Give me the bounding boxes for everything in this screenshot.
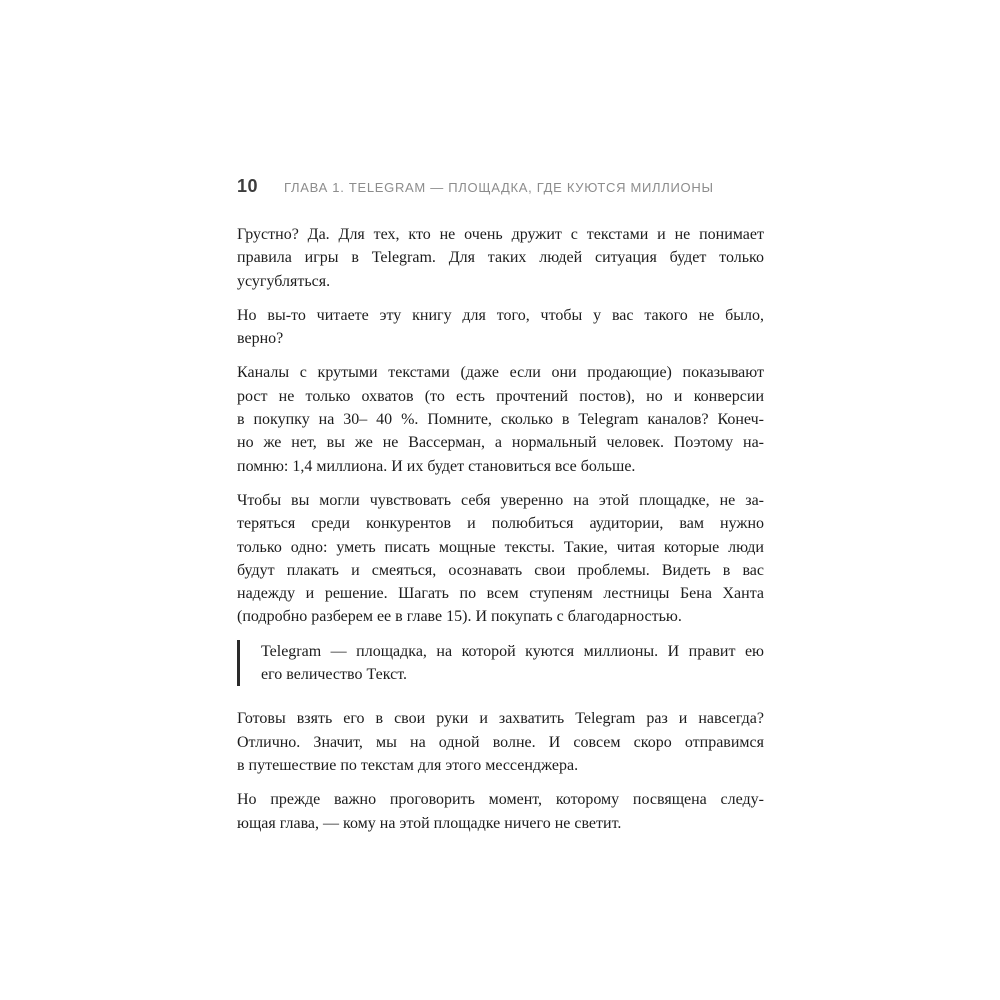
text-line: Telegram — площадка, на которой куются миллионы. И правит ею <box>261 642 764 660</box>
text-line: усугубляться. <box>237 272 331 290</box>
text-line: Отлично. Значит, мы на одной волне. И совсем скоро отправимся <box>237 733 764 751</box>
text-line: надежду и решение. Шагать по всем ступеням лестницы Бена Ханта <box>237 585 764 603</box>
text-line: рост не только охватов (то есть прочтений постов), но и конверсии <box>237 387 764 405</box>
running-header <box>237 176 764 197</box>
text-line: (подробно разберем ее в главе 15). И покупать с благодарностью. <box>237 608 682 626</box>
quote-block <box>237 640 764 687</box>
text-line: помню: 1,4 миллиона. И их будет становиться все больше. <box>237 457 636 475</box>
paragraph <box>237 707 764 777</box>
text-line: правила игры в Telegram. Для таких людей ситуация будет только <box>237 249 764 267</box>
page-number: 10 <box>237 176 259 196</box>
text-line: теряться среди конкурентов и полюбиться аудитории, вам нужно <box>237 515 764 533</box>
text-line: Чтобы вы могли чувствовать себя уверенно на этой площадке, не за- <box>237 491 764 509</box>
text-line: в покупку на 30– 40 %. Помните, сколько в Telegram каналов? Конеч- <box>237 411 764 429</box>
text-line: его величество Текст. <box>261 666 407 684</box>
paragraph <box>237 489 764 629</box>
text-line: верно? <box>237 330 284 348</box>
text-line: Но прежде важно проговорить момент, которому посвящена следу- <box>237 791 764 809</box>
page-body <box>237 223 764 846</box>
text-line: ющая глава, — кому на этой площадке ничего не светит. <box>237 814 622 832</box>
paragraph <box>237 361 764 477</box>
text-line: в путешествие по текстам для этого мессенджера. <box>237 756 579 774</box>
chapter-title: ГЛАВА 1. TELEGRAM — ПЛОЩАДКА, ГДЕ КУЮТСЯ МИЛЛИОНЫ <box>284 180 714 195</box>
text-line: Каналы с крутыми текстами (даже если они продающие) показывают <box>237 364 764 382</box>
text-line: Грустно? Да. Для тех, кто не очень дружит с текстами и не понимает <box>237 226 764 243</box>
text-line: Но вы-то читаете эту книгу для того, чтобы у вас такого не было, <box>237 306 764 324</box>
paragraph <box>237 223 764 293</box>
text-line: будут плакать и смеяться, осознавать свои проблемы. Видеть в вас <box>237 561 764 579</box>
paragraph <box>237 304 764 351</box>
text-line: Готовы взять его в свои руки и захватить Telegram раз и навсегда? <box>237 710 764 728</box>
text-line: только одно: уметь писать мощные тексты. Такие, читая которые люди <box>237 538 764 556</box>
paragraph <box>237 788 764 835</box>
text-line: но же нет, вы же не Вассерман, а нормальный человек. Поэтому на- <box>237 434 764 452</box>
